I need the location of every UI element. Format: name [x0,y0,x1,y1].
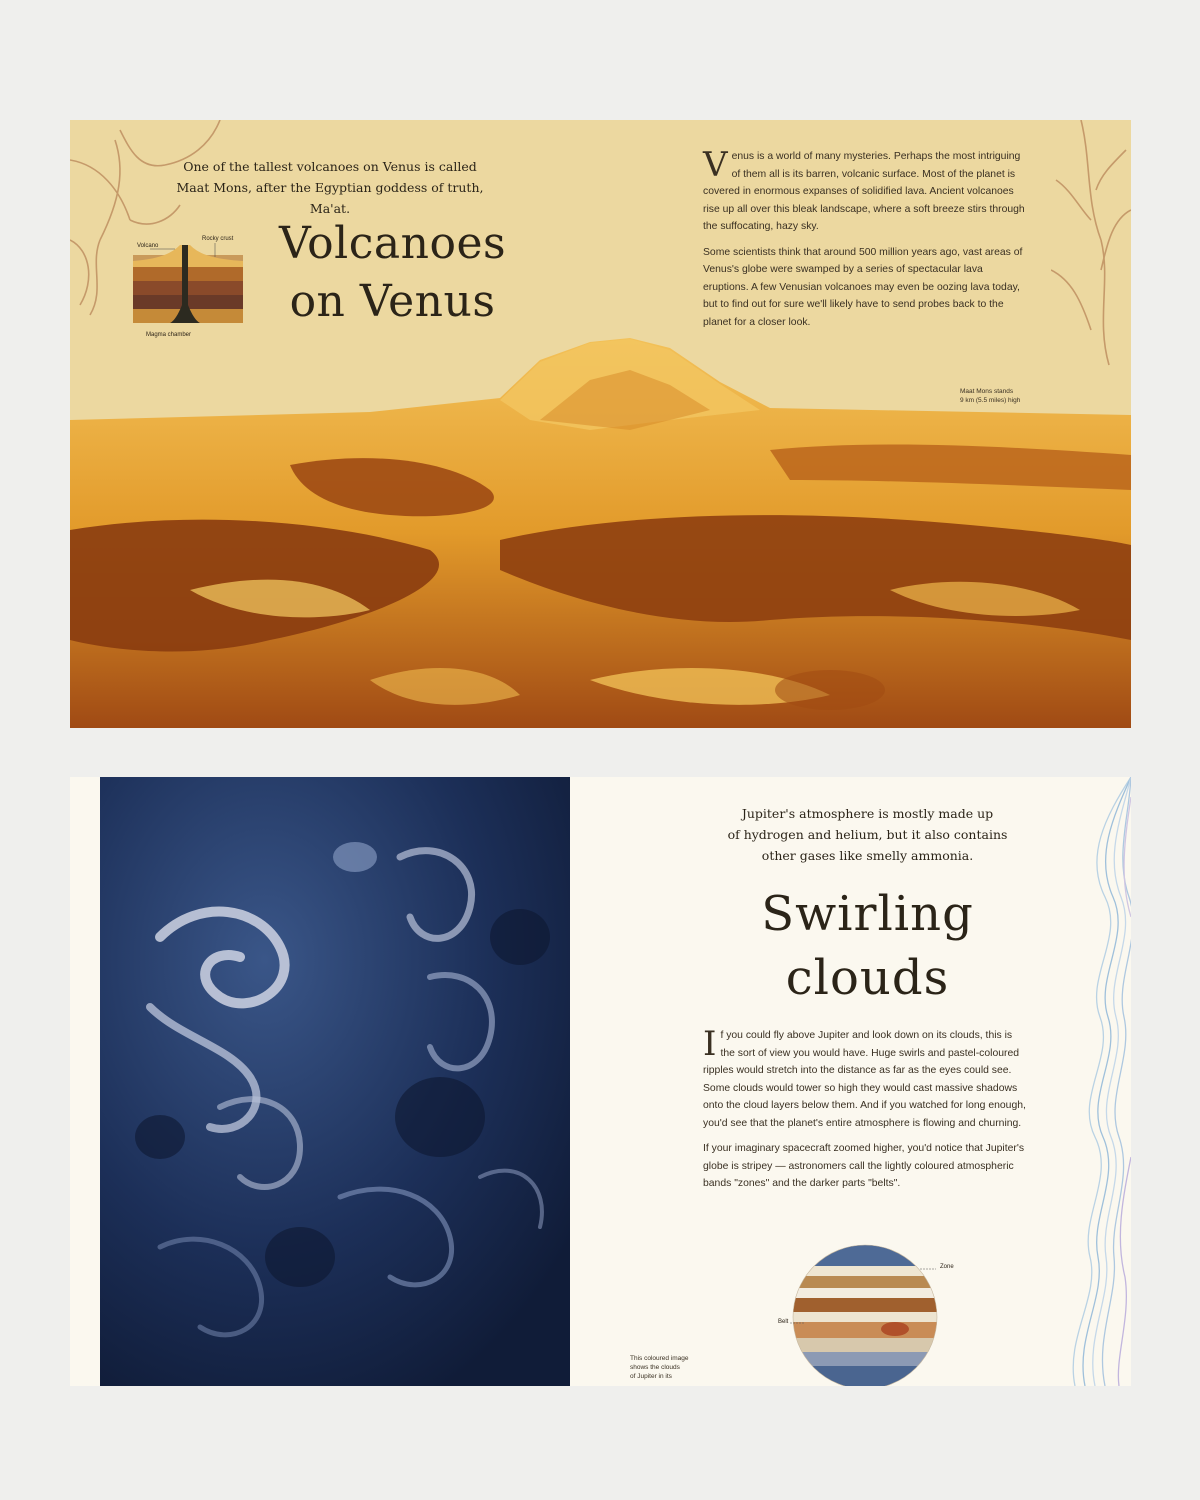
label-belt: Belt [778,1319,789,1325]
venus-title-line2: on Venus [289,276,496,327]
venus-body-text [703,145,1028,339]
jupiter-title-line1: Swirling [761,886,974,942]
branch-decoration-right [1051,120,1131,380]
jupiter-body-paragraph-1: If you could fly above Jupiter and look down on its clouds, this is the sort of view you would have. Huge swirls and pastel-coloured ripples would stretch into the distance as far as the eyes could see. Some clouds would tower so high they would cast massive shadows onto the cloud layers below them. And if you watched for long enough, you'd see that the planet's entire atmosphere is flowing and churning. [703,1024,1026,1129]
jupiter-dropcap: I [703,1024,717,1064]
jupiter-page-title [720,882,1015,1010]
jupiter-body-text [703,1024,1028,1201]
venus-spread [70,120,1131,728]
jupiter-title-line2: clouds [785,950,950,1006]
diagram-label-rocky-crust: Rocky crust [202,236,234,242]
volcano-diagram [130,235,260,345]
jupiter-spread [70,777,1131,1386]
venus-dropcap: V [703,145,728,185]
diagram-label-volcano: Volcano [137,243,159,249]
venus-body-paragraph-1: Venus is a world of many mysteries. Perhaps the most intriguing of them all is its barren, volcanic surface. Most of the planet is covered in enormous expanses of solidified lava. Ancient volcanoes rise up all over this bleak landscape, where a soft breeze stirs through the suffocating, hazy sky. [703,145,1025,232]
label-zone: Zone [940,1264,954,1270]
venus-title-line1: Volcanoes [278,218,507,269]
jupiter-globe-diagram [770,1232,1010,1386]
venus-intro-text: One of the tallest volcanoes on Venus is called Maat Mons, after the Egyptian goddess of truth, Ma'at. [176,159,484,216]
jupiter-clouds-image [100,777,570,1386]
venus-body-paragraph-2: Some scientists think that around 500 million years ago, vast areas of Venus's globe were swamped by a series of spectacular lava eruptions. A few Venusian volcanoes may even be oozing lava today, but to find out for sure we'll likely have to send probes back to the planet for a closer look. [703,246,1023,328]
maat-mons-caption: Maat Mons stands 9 km (5.5 miles) high [960,388,1021,404]
marbled-edge-decoration [1045,777,1131,1386]
jupiter-intro-text: Jupiter's atmosphere is mostly made up of hydrogen and helium, but it also contains other gases like smelly ammonia. [727,806,1008,863]
jupiter-image-caption: This coloured image shows the clouds of Jupiter in its [630,1355,689,1380]
jupiter-body-paragraph-2: If your imaginary spacecraft zoomed higher, you'd notice that Jupiter's globe is stripey — astronomers call the lightly coloured atmospheric bands "zones" and the darker parts "belts". [703,1143,1025,1189]
diagram-label-magma-chamber: Magma chamber [146,332,192,338]
venus-page-title [275,215,510,331]
